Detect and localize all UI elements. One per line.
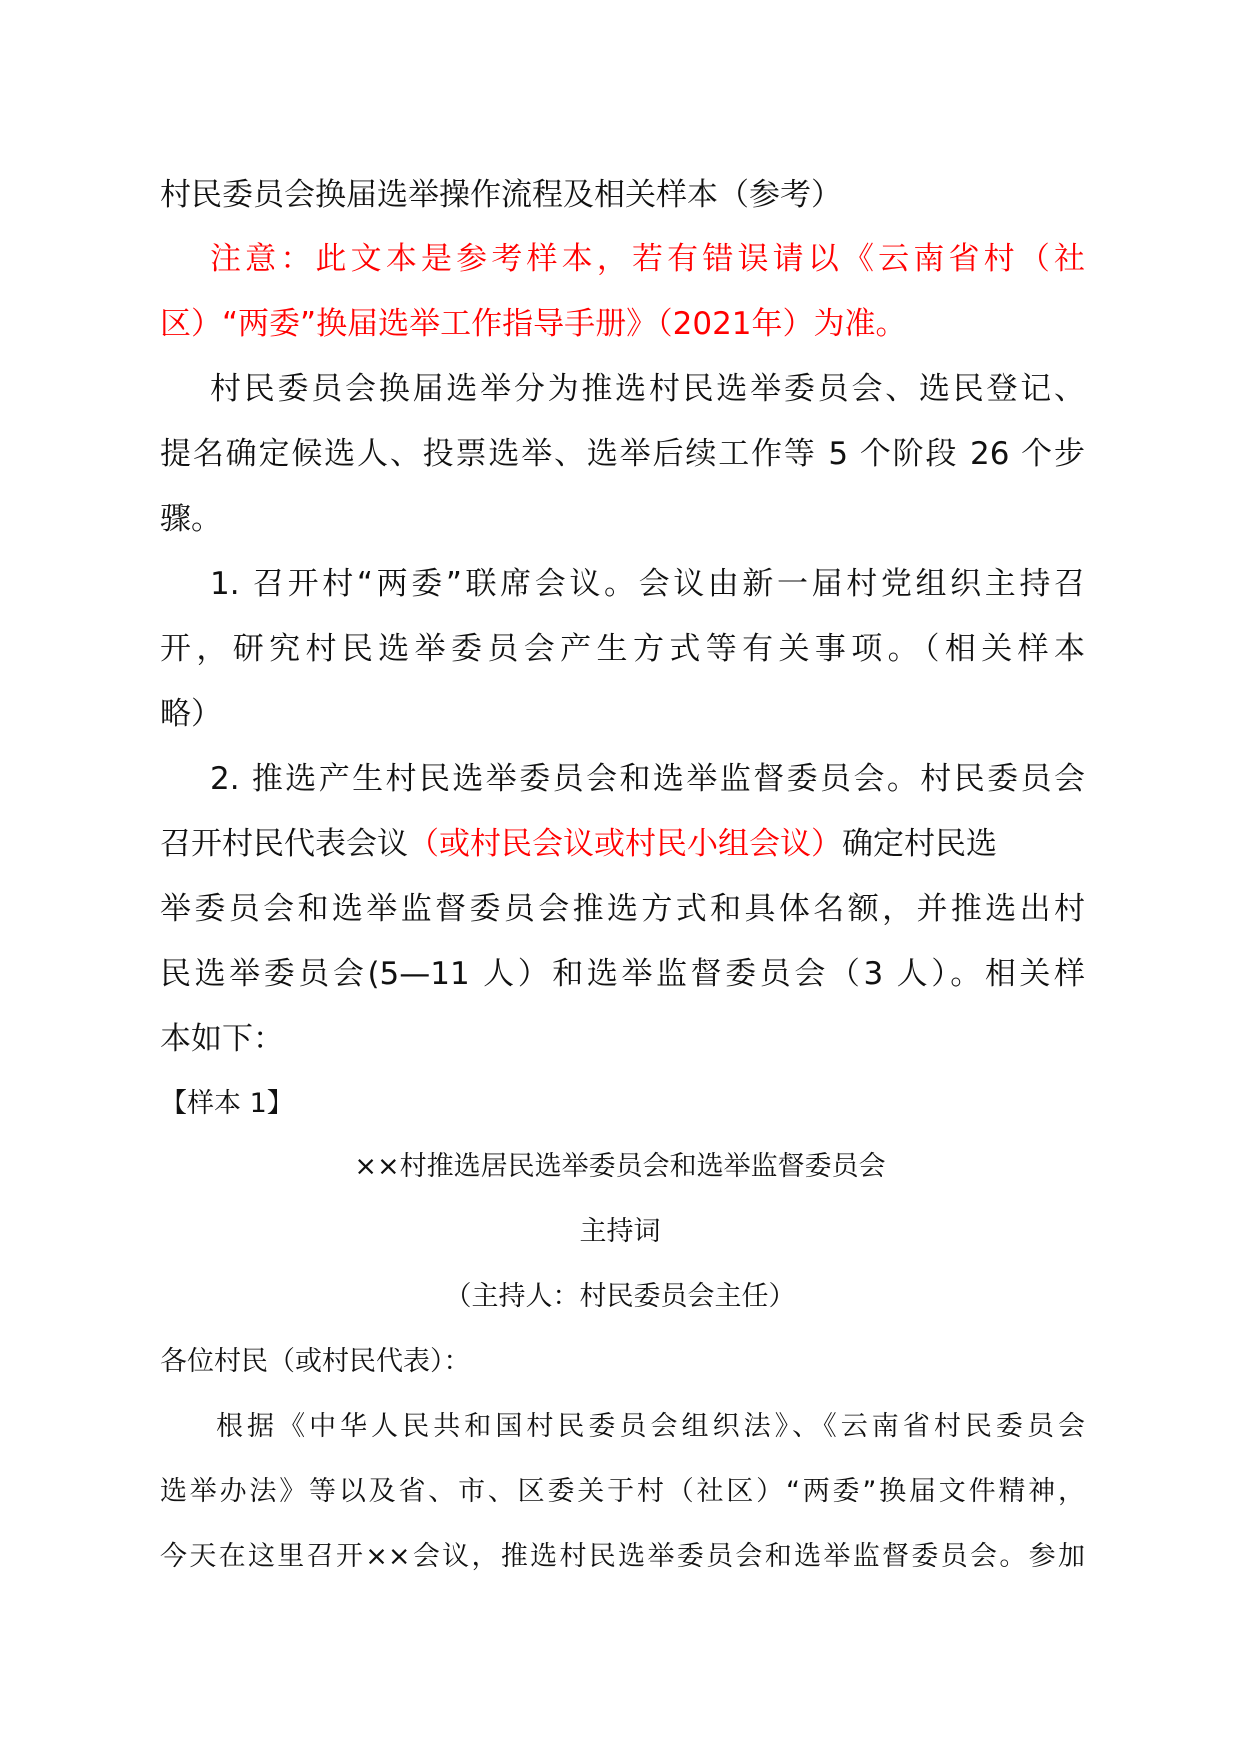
sample-title: ××村推选居民选举委员会和选举监督委员会 xyxy=(354,1151,886,1182)
document-title: 村民委员会换届选举操作流程及相关样本（参考） xyxy=(160,177,842,213)
sample-label: 【样本 1】 xyxy=(160,1088,294,1119)
step2-line-4: 民选举委员会(5—11 人）和选举监督委员会（3 人）。相关样 xyxy=(160,956,1085,992)
sample-host: （主持人：村民委员会主任） xyxy=(444,1281,796,1312)
step2-line-1: 2. 推选产生村民选举委员会和选举监督委员会。村民委员会 xyxy=(210,761,1085,797)
sample-body-line-1: 根据《中华人民共和国村民委员会组织法》、《云南省村民委员会 xyxy=(216,1411,1085,1442)
step1-line-1: 1. 召开村“两委”联席会议。会议由新一届村党组织主持召 xyxy=(210,566,1085,602)
notice-line-2: 区）“两委”换届选举工作指导手册》（2021年）为准。 xyxy=(160,306,907,342)
intro-line-3: 骤。 xyxy=(160,501,222,537)
step1-line-3: 略） xyxy=(160,696,222,732)
step2-red-note: （或村民会议或村民小组会议） xyxy=(408,826,842,862)
step2-line-2-start: 召开村民代表会议 xyxy=(160,826,408,862)
intro-line-1: 村民委员会换届选举分为推选村民选举委员会、选民登记、 xyxy=(210,371,1085,407)
step1-line-2: 开，研究村民选举委员会产生方式等有关事项。（相关样本 xyxy=(160,631,1085,667)
step2-line-3: 举委员会和选举监督委员会推选方式和具体名额，并推选出村 xyxy=(160,891,1085,927)
sample-greeting: 各位村民（或村民代表）： xyxy=(160,1346,471,1377)
step2-line-2 xyxy=(160,826,997,862)
notice-line-1: 注意：此文本是参考样本，若有错误请以《云南省村（社 xyxy=(210,241,1085,277)
sample-body-line-3: 今天在这里召开××会议，推选村民选举委员会和选举监督委员会。参加 xyxy=(160,1541,1085,1572)
intro-line-2: 提名确定候选人、投票选举、选举后续工作等 5 个阶段 26 个步 xyxy=(160,436,1085,472)
step2-line-5: 本如下： xyxy=(160,1021,284,1057)
sample-subtitle: 主持词 xyxy=(579,1216,661,1247)
step2-line-2-end: 确定村民选 xyxy=(842,826,997,862)
sample-body-line-2: 选举办法》等以及省、市、区委关于村（社区）“两委”换届文件精神， xyxy=(160,1476,1085,1507)
